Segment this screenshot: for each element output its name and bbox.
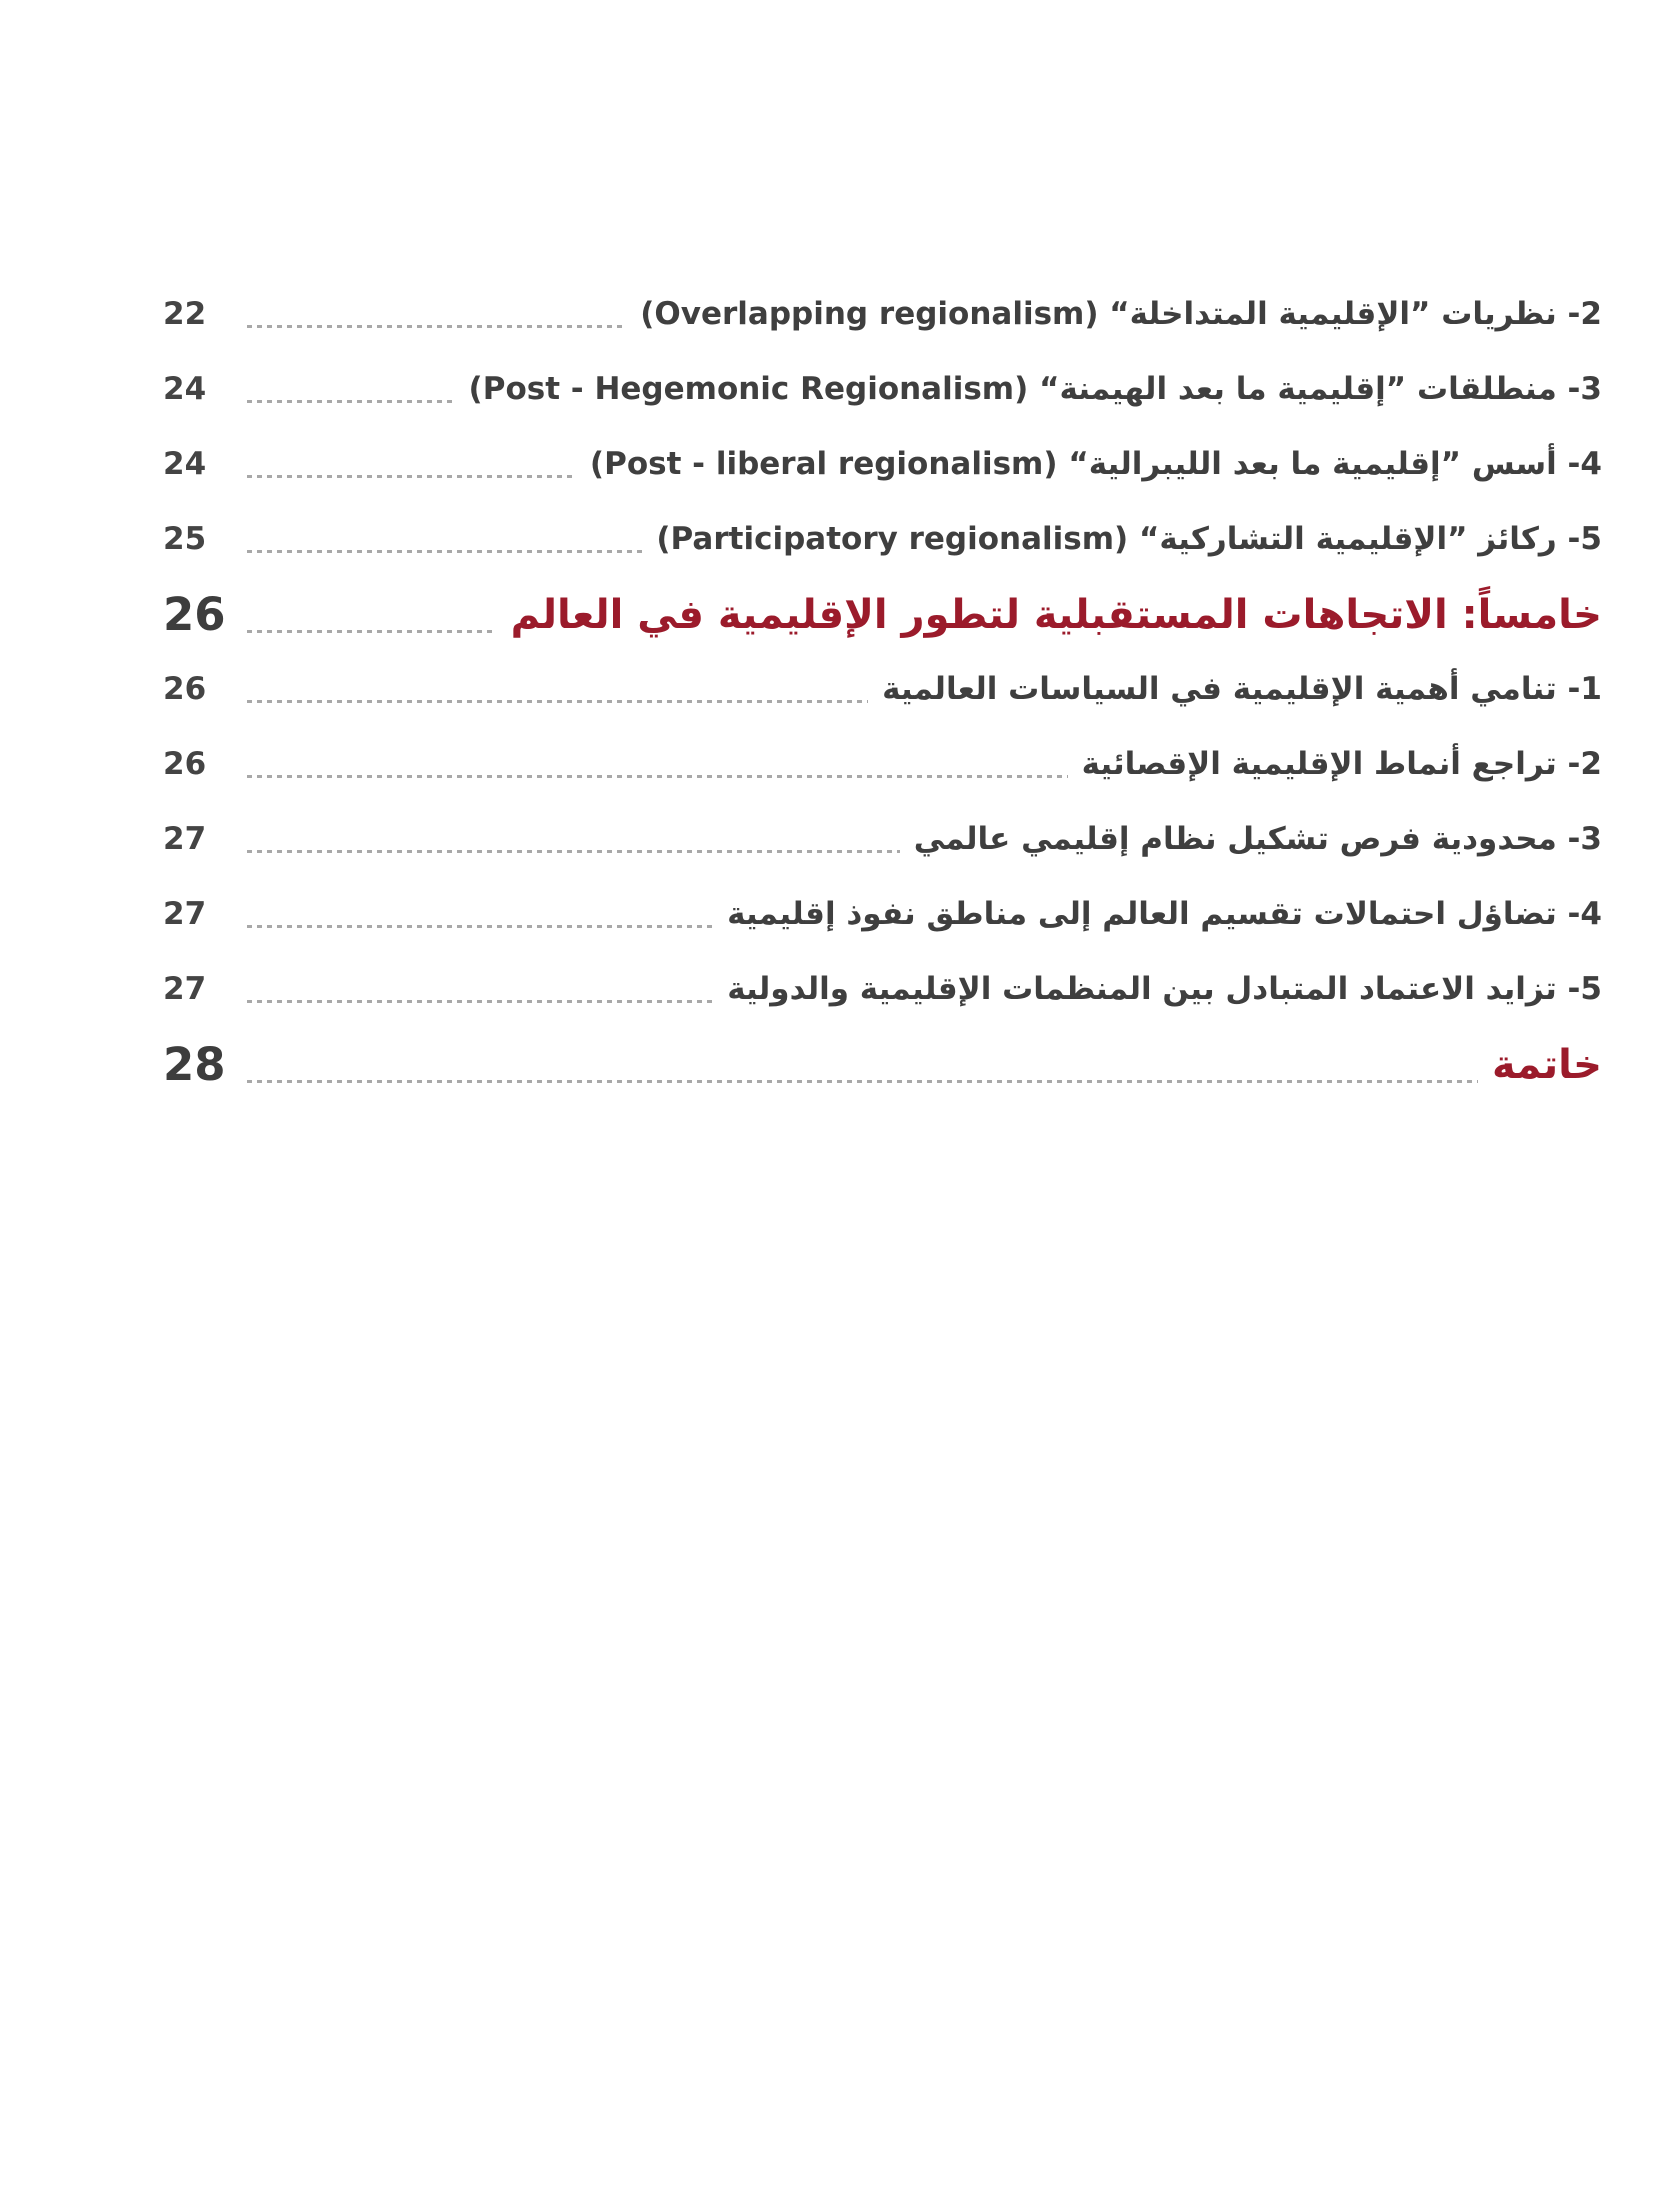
toc-page-number: 25 <box>163 521 207 557</box>
toc-entry[interactable] <box>163 277 1602 352</box>
toc-page-number: 26 <box>163 671 207 707</box>
toc-entry-title: 5- تزايد الاعتماد المتبادل بين المنظمات الإقليمية والدولية <box>727 971 1602 1007</box>
toc-entry[interactable] <box>163 802 1602 877</box>
toc-leader-dots <box>247 1000 713 1003</box>
toc-page-number: 24 <box>163 446 207 482</box>
toc-entry[interactable] <box>163 877 1602 952</box>
toc-leader-dots <box>247 475 576 478</box>
toc-entry-title: خامساً: الاتجاهات المستقبلية لتطور الإقليمية في العالم <box>510 591 1602 638</box>
toc-entry[interactable] <box>163 727 1602 802</box>
toc-entry-title: 5- ركائز ”الإقليمية التشاركية“ (Participatory regionalism) <box>656 521 1602 557</box>
toc-leader-dots <box>247 400 455 403</box>
toc-entry-title: 1- تنامي أهمية الإقليمية في السياسات العالمية <box>882 671 1602 707</box>
toc-page-number: 27 <box>163 971 207 1007</box>
toc-entry[interactable] <box>163 427 1602 502</box>
toc-leader-dots <box>247 925 713 928</box>
toc-page-number: 22 <box>163 296 207 332</box>
toc-entry-title: 2- تراجع أنماط الإقليمية الإقصائية <box>1081 746 1602 782</box>
toc-entry-title: 3- منطلقات ”إقليمية ما بعد الهيمنة“ (Post - Hegemonic Regionalism) <box>468 371 1602 407</box>
toc-leader-dots <box>247 1080 1478 1083</box>
toc-leader-dots <box>247 325 626 328</box>
toc-leader-dots <box>247 850 900 853</box>
toc-leader-dots <box>247 550 642 553</box>
toc-entry[interactable] <box>163 352 1602 427</box>
toc-page-number: 26 <box>163 588 226 641</box>
toc-leader-dots <box>247 700 868 703</box>
toc-leader-dots <box>247 630 497 633</box>
toc-entry-title: 3- محدودية فرص تشكيل نظام إقليمي عالمي <box>913 821 1602 857</box>
toc-entry-title: 4- تضاؤل احتمالات تقسيم العالم إلى مناطق نفوذ إقليمية <box>727 896 1602 932</box>
toc-entry[interactable] <box>163 952 1602 1027</box>
toc-entry[interactable] <box>163 577 1602 652</box>
toc-page-number: 24 <box>163 371 207 407</box>
toc-list <box>163 277 1602 1102</box>
toc-entry-title: 4- أسس ”إقليمية ما بعد الليبرالية“ (Post - liberal regionalism) <box>589 446 1602 482</box>
toc-entry[interactable] <box>163 652 1602 727</box>
toc-entry-title: خاتمة <box>1492 1041 1602 1088</box>
toc-page-number: 28 <box>163 1038 226 1091</box>
toc-page-number: 27 <box>163 821 207 857</box>
toc-page-number: 27 <box>163 896 207 932</box>
toc-entry-title: 2- نظريات ”الإقليمية المتداخلة“ (Overlapping regionalism) <box>640 296 1602 332</box>
toc-leader-dots <box>247 775 1068 778</box>
toc-page-number: 26 <box>163 746 207 782</box>
toc-entry[interactable] <box>163 1027 1602 1102</box>
toc-entry[interactable] <box>163 502 1602 577</box>
